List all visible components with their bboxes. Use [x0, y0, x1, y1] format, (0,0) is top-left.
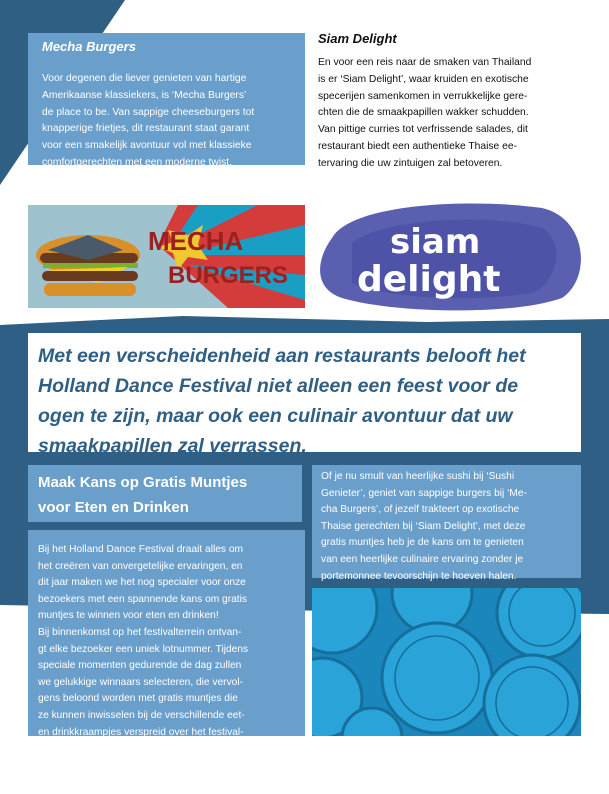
text-line: het creëren van onvergetelijke ervaringen, en [38, 560, 243, 572]
text-line: Holland Dance Festival niet alleen een feest voor de [38, 375, 519, 397]
coins-image [312, 588, 581, 736]
text-line: is er ‘Siam Delight’, waar kruiden en exotische [318, 73, 529, 85]
pull-quote-box [28, 333, 581, 457]
mecha-burgers-box [28, 33, 305, 168]
text-line: En voor een reis naar de smaken van Thailand [318, 57, 532, 68]
text-line: Van pittige curries tot verfrissende salades, dit [318, 124, 528, 136]
text-line: ogen te zijn, maar ook een culinair avontuur dat uw [38, 405, 513, 427]
text-line: van een heerlijke culinaire ervaring zonder je [321, 553, 524, 565]
text-line: specerijen samenkomen in verrukkelijke gere- [318, 90, 528, 102]
siam-delight-title: Siam Delight [318, 31, 397, 46]
mecha-logo-word-1: MECHA [148, 226, 244, 256]
contest-body-box [28, 530, 305, 755]
siam-delight-text [318, 55, 531, 173]
text-line: comfortgerechten met een moderne twist. [42, 156, 233, 168]
text-line: Thaise gerechten bij ‘Siam Delight’, met deze [321, 520, 526, 532]
siam-delight-logo-image [312, 198, 587, 313]
text-line: Met een verscheidenheid aan restaurants belooft het [38, 345, 526, 367]
siam-logo-word-1: siam [390, 222, 481, 262]
contest-heading [38, 470, 247, 520]
mecha-burgers-logo-image [28, 205, 305, 308]
text-line: smaakpapillen zal verrassen. [38, 435, 307, 457]
text-line: knapperige frietjes, dit restaurant staat garant [42, 123, 250, 135]
mecha-burgers-title: Mecha Burgers [42, 39, 136, 54]
text-line: Voor degenen die liever genieten van hartige [42, 73, 247, 84]
text-line: bezoekers met een spannende kans om gratis [38, 593, 247, 605]
text-line: ze kunnen inwisselen bij de verschillende eet- [38, 709, 245, 721]
text-line: cha Burgers’, of jezelf trakteert op exotische [321, 504, 520, 516]
mecha-burgers-text [42, 71, 254, 172]
text-line: Genieter’, geniet van sappige burgers bij ‘Me- [321, 487, 527, 499]
siam-logo-word-2: delight [357, 259, 501, 300]
text-line: Amerikaanse klassiekers, is ‘Mecha Burgers’ [42, 89, 247, 101]
text-line: en drinkkraampjes verspreid over het festival- [38, 726, 244, 738]
text-line: Maak Kans op Gratis Muntjes [38, 474, 248, 491]
text-line: portemonnee tevoorschijn te hoeven halen. [321, 570, 517, 582]
text-line: restaurant biedt een authentieke Thaise ee- [318, 140, 518, 152]
text-line: de place to be. Van sappige cheeseburgers tot [42, 106, 255, 118]
contest-body-text [38, 542, 248, 758]
text-line: terrein. [38, 743, 70, 755]
text-line: tervaring die uw zintuigen zal betoveren. [318, 157, 503, 169]
text-line: speciale momenten gedurende de dag zullen [38, 660, 242, 672]
text-line: Of je nu smult van heerlijke sushi bij ‘Sushi [321, 471, 515, 482]
contest-side-box [312, 465, 581, 582]
text-line: muntjes te winnen voor eten en drinken! [38, 610, 219, 622]
text-line: Bij binnenkomst op het festivalterrein ontvan- [38, 626, 242, 638]
pull-quote-text [38, 341, 526, 461]
text-line: Bij het Holland Dance Festival draait alles om [38, 544, 243, 555]
text-line: voor een smakelijk avontuur vol met klassieke [42, 140, 252, 152]
contest-heading-box [28, 465, 302, 522]
contest-side-text [321, 469, 527, 585]
mecha-logo-word-2: BURGERS [168, 262, 289, 289]
text-line: we gelukkige winnaars selecteren, die vervol- [38, 676, 243, 688]
text-line: gt elke bezoeker een uniek lotnummer. Tijdens [38, 643, 249, 655]
text-line: chten die de smaakpapillen wakker schudden. [318, 107, 529, 119]
text-line: dit jaar maken we het nog specialer voor onze [38, 577, 246, 589]
text-line: gratis muntjes heb je de kans om te genieten [321, 537, 524, 549]
text-line: voor Eten en Drinken [38, 499, 189, 516]
text-line: gens beloond worden met gratis muntjes die [38, 693, 238, 705]
